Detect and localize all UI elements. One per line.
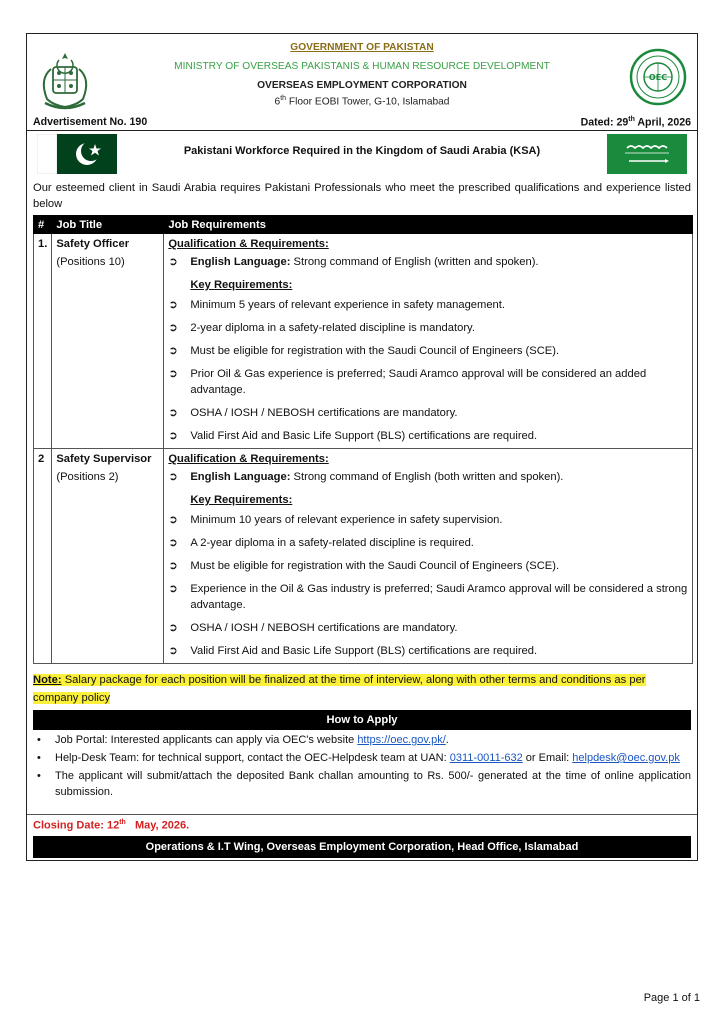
arrow-bullet-icon: ➲ (168, 560, 178, 572)
column-header-number: # (34, 216, 52, 234)
banner-title: Pakistani Workforce Required in the Kingdom of Saudi Arabia (KSA) (183, 145, 541, 157)
saudi-flag-icon (607, 134, 687, 174)
requirement-item: ➲ English Language: Strong command of English (written and spoken). (168, 256, 539, 268)
ministry-title: MINISTRY OF OVERSEAS PAKISTANIS & HUMAN RESOURCE DEVELOPMENT (174, 61, 550, 72)
column-header-job-requirements: Job Requirements (164, 216, 693, 234)
helpdesk-email-link[interactable]: helpdesk@oec.gov.pk (572, 752, 680, 764)
note-text: Salary package for each position will be finalized at the time of interview, along with other terms and conditions as per company policy (33, 674, 646, 704)
advertisement-date: Dated: 29th April, 2026 (580, 116, 691, 129)
bullet-dot-icon: • (37, 734, 41, 746)
office-address: 6th Floor EOBI Tower, G-10, Islamabad (274, 95, 450, 108)
arrow-bullet-icon: ➲ (168, 368, 178, 380)
arrow-bullet-icon: ➲ (168, 256, 178, 268)
table-row (34, 234, 693, 449)
intro-paragraph: Our esteemed client in Saudi Arabia requires Pakistani Professionals who meet the prescribed qualifications and experience listed below (33, 182, 691, 210)
job-number: 2 (34, 449, 52, 664)
page-number: Page 1 of 1 (643, 992, 700, 1004)
bullet-dot-icon: • (37, 770, 41, 782)
footer-bar: Operations & I.T Wing, Overseas Employment Corporation, Head Office, Islamabad (33, 836, 691, 858)
arrow-bullet-icon: ➲ (168, 622, 178, 634)
oec-website-link[interactable]: https://oec.gov.pk/ (357, 734, 446, 746)
advertisement-page (26, 33, 698, 861)
salary-note (33, 671, 691, 707)
oec-logo-icon (629, 48, 687, 106)
flag-banner (27, 131, 697, 177)
government-title: GOVERNMENT OF PAKISTAN (290, 42, 434, 53)
requirement-item: ➲ OSHA / IOSH / NEBOSH certifications are mandatory. (168, 622, 458, 634)
requirement-item: ➲ Must be eligible for registration with the Saudi Council of Engineers (SCE). (168, 560, 560, 572)
requirement-item: ➲ A 2-year diploma in a safety-related discipline is required. (168, 537, 474, 549)
how-to-apply-list (33, 732, 691, 802)
arrow-bullet-icon: ➲ (168, 514, 178, 526)
table-row (34, 449, 693, 664)
corporation-title: OVERSEAS EMPLOYMENT CORPORATION (257, 80, 467, 91)
jobs-table (33, 215, 693, 664)
requirement-item: ➲ Minimum 5 years of relevant experience in safety management. (168, 299, 505, 311)
key-requirements-heading: Key Requirements: (190, 279, 293, 291)
list-item: • The applicant will submit/attach the deposited Bank challan amounting to Rs. 500/- generated at the time of online application submission. (37, 770, 691, 798)
job-title: Safety Supervisor (56, 453, 152, 465)
job-title-cell (52, 234, 164, 449)
requirement-item: ➲ English Language: Strong command of English (both written and spoken). (168, 471, 564, 483)
key-requirements-heading: Key Requirements: (190, 494, 293, 506)
requirement-item: ➲ Valid First Aid and Basic Life Support (BLS) certifications are required. (168, 645, 538, 657)
column-header-job-title: Job Title (52, 216, 164, 234)
header (27, 34, 697, 114)
arrow-bullet-icon: ➲ (168, 407, 178, 419)
helpdesk-uan-link[interactable]: 0311-0011-632 (449, 752, 523, 764)
arrow-bullet-icon: ➲ (168, 645, 178, 657)
requirement-item: ➲ Minimum 10 years of relevant experience in safety supervision. (168, 514, 503, 526)
requirement-item: ➲ OSHA / IOSH / NEBOSH certifications are mandatory. (168, 407, 458, 419)
arrow-bullet-icon: ➲ (168, 299, 178, 311)
arrow-bullet-icon: ➲ (168, 537, 178, 549)
list-item: • Help-Desk Team: for technical support, contact the OEC-Helpdesk team at UAN: 0311-0011-632 or Email: helpdesk@oec.gov.pk (37, 752, 680, 764)
requirement-item: ➲ Experience in the Oil & Gas industry is preferred; Saudi Aramco approval will be considered a strong advantage. (168, 583, 688, 611)
advertisement-number: Advertisement No. 190 (33, 116, 148, 128)
arrow-bullet-icon: ➲ (168, 471, 178, 483)
job-title: Safety Officer (56, 238, 130, 250)
advertisement-row (33, 116, 691, 130)
divider (27, 814, 697, 815)
arrow-bullet-icon: ➲ (168, 583, 178, 595)
job-positions: (Positions 10) (56, 256, 125, 268)
job-requirements-cell (164, 449, 693, 664)
requirement-item: ➲ Prior Oil & Gas experience is preferred; Saudi Aramco approval will be considered an added advantage. (168, 368, 647, 396)
closing-date: Closing Date: 12th May, 2026. (33, 819, 190, 832)
arrow-bullet-icon: ➲ (168, 345, 178, 357)
note-label: Note: (33, 674, 62, 686)
job-positions: (Positions 2) (56, 471, 119, 483)
requirement-item: ➲ 2-year diploma in a safety-related discipline is mandatory. (168, 322, 475, 334)
qualification-heading: Qualification & Requirements: (168, 238, 329, 250)
list-item: • Job Portal: Interested applicants can apply via OEC's website https://oec.gov.pk/. (37, 734, 449, 746)
job-requirements-cell (164, 234, 693, 449)
table-header-row (34, 216, 693, 234)
job-number: 1. (34, 234, 52, 449)
requirement-item: ➲ Must be eligible for registration with the Saudi Council of Engineers (SCE). (168, 345, 560, 357)
how-to-apply-heading: How to Apply (33, 710, 691, 730)
arrow-bullet-icon: ➲ (168, 430, 178, 442)
arrow-bullet-icon: ➲ (168, 322, 178, 334)
job-title-cell (52, 449, 164, 664)
requirement-item: ➲ Valid First Aid and Basic Life Support (BLS) certifications are required. (168, 430, 538, 442)
qualification-heading: Qualification & Requirements: (168, 453, 329, 465)
oec-logo-text: OEC (648, 73, 668, 82)
bullet-dot-icon: • (37, 752, 41, 764)
